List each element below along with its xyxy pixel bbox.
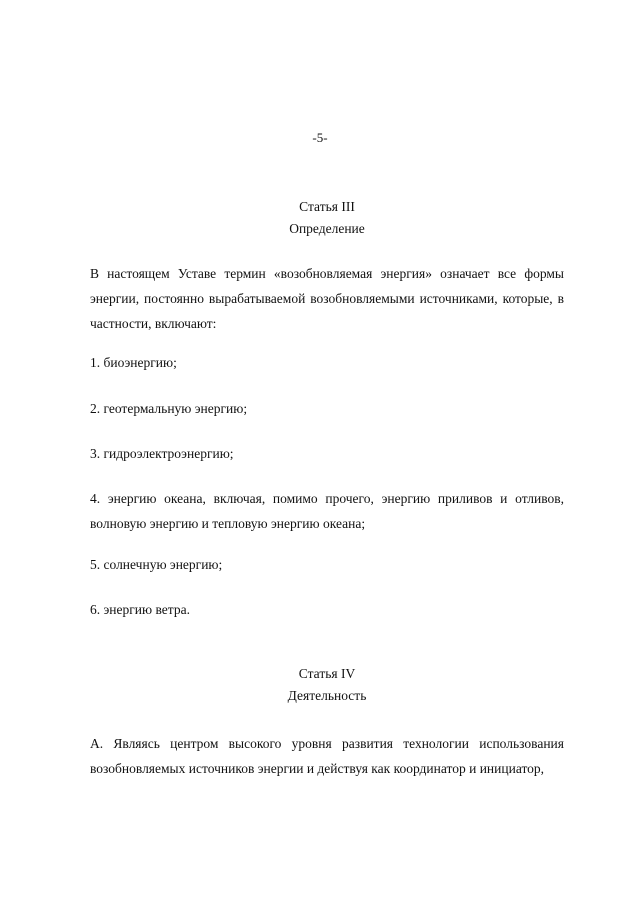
list-item-bioenergy: 1. биоэнергию; (90, 355, 177, 370)
article-3-intro: В настоящем Уставе термин «возобновляемая энергия» означает все формы энергии, постоянно вырабатываемой возобновляемыми источниками, которые, в частности, включают: (90, 266, 564, 331)
list-item-ocean: 4. энергию океана, включая, помимо прочего, энергию приливов и отливов, волновую энергию и тепловую энергию океана; (90, 491, 564, 531)
article-3-heading (0, 196, 640, 240)
list-item-geothermal: 2. геотермальную энергию; (90, 401, 248, 416)
list-item-wind: 6. энергию ветра. (90, 602, 190, 617)
article-3-title: Статья III (299, 199, 355, 214)
article-4-title: Статья IV (298, 666, 356, 681)
list-item-solar: 5. солнечную энергию; (90, 557, 223, 572)
article-4-paragraph-a: А. Являясь центром высокого уровня развития технологии использования возобновляемых источников энергии и действуя как координатор и инициатор, (90, 736, 564, 776)
list-item-hydro: 3. гидроэлектроэнергию; (90, 446, 234, 461)
article-4-heading (0, 663, 640, 707)
page-number: -5- (312, 130, 328, 145)
article-4-subtitle: Деятельность (287, 688, 367, 703)
article-3-subtitle: Определение (289, 221, 365, 236)
